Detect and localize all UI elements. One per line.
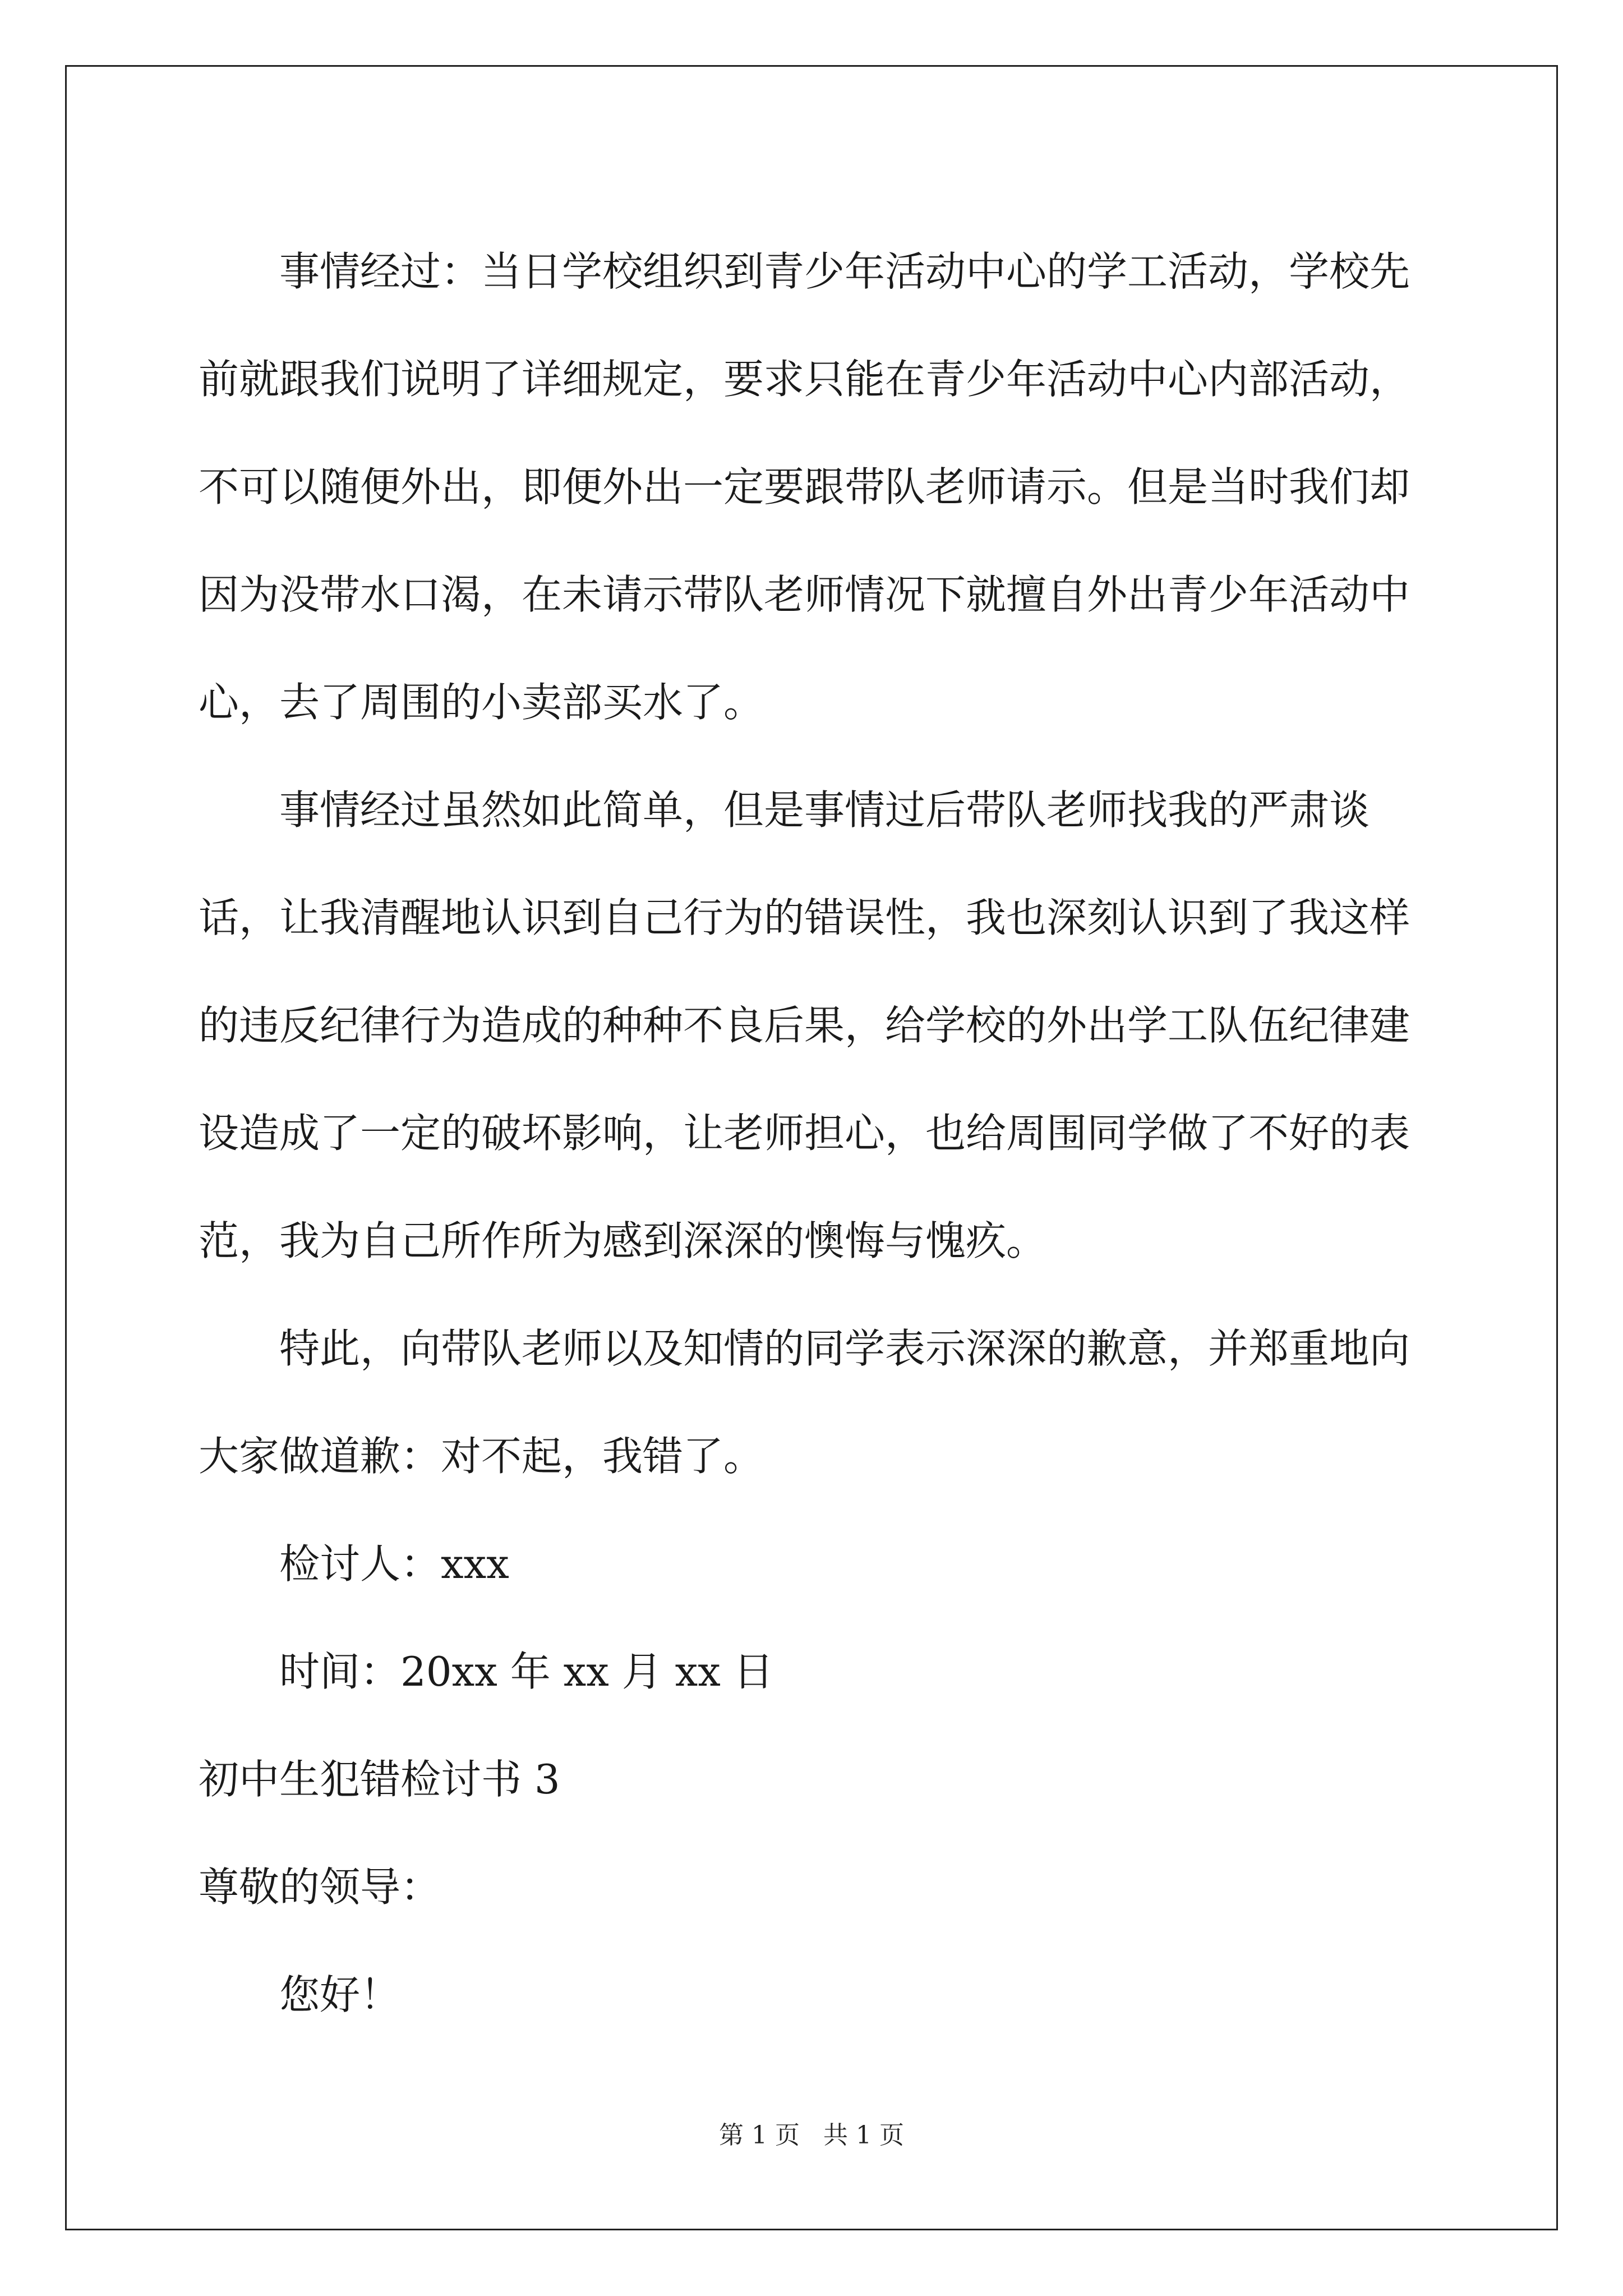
paragraph-apology: 特此，向带队老师以及知情的同学表示深深的歉意，并郑重地向大家做道歉：对不起，我错了。: [199, 1325, 1410, 1480]
paragraph-reflection: 事情经过虽然如此简单，但是事情过后带队老师找我的严肃谈话，让我清醒地认识到自己行为的错误性，我也深刻认识到了我这样的违反纪律行为造成的种种不良后果，给学校的外出学工队伍纪律建设造成了一定的破坏影响，让老师担心，也给周围同学做了不好的表范，我为自己所作所为感到深深的懊悔与愧疚。: [199, 786, 1410, 1264]
document-body: [199, 218, 1439, 2049]
page-footer: 第 1 页 共 1 页: [719, 2121, 904, 2150]
salutation: 尊敬的领导：: [199, 1864, 441, 1911]
section-title: 初中生犯错检讨书 3: [199, 1756, 560, 1803]
greeting: 您好！: [279, 1971, 401, 2018]
paragraph-incident: 事情经过：当日学校组织到青少年活动中心的学工活动，学校先前就跟我们说明了详细规定，要求只能在青少年活动中心内部活动，不可以随便外出，即便外出一定要跟带队老师请示。但是当时我们却因为没带水口渴，在未请示带队老师情况下就擅自外出青少年活动中心，去了周围的小卖部买水了。: [199, 248, 1410, 726]
signature-reviewer: 检讨人：xxx: [279, 1540, 509, 1588]
signature-date: 时间：20xx 年 xx 月 xx 日: [279, 1648, 774, 1695]
